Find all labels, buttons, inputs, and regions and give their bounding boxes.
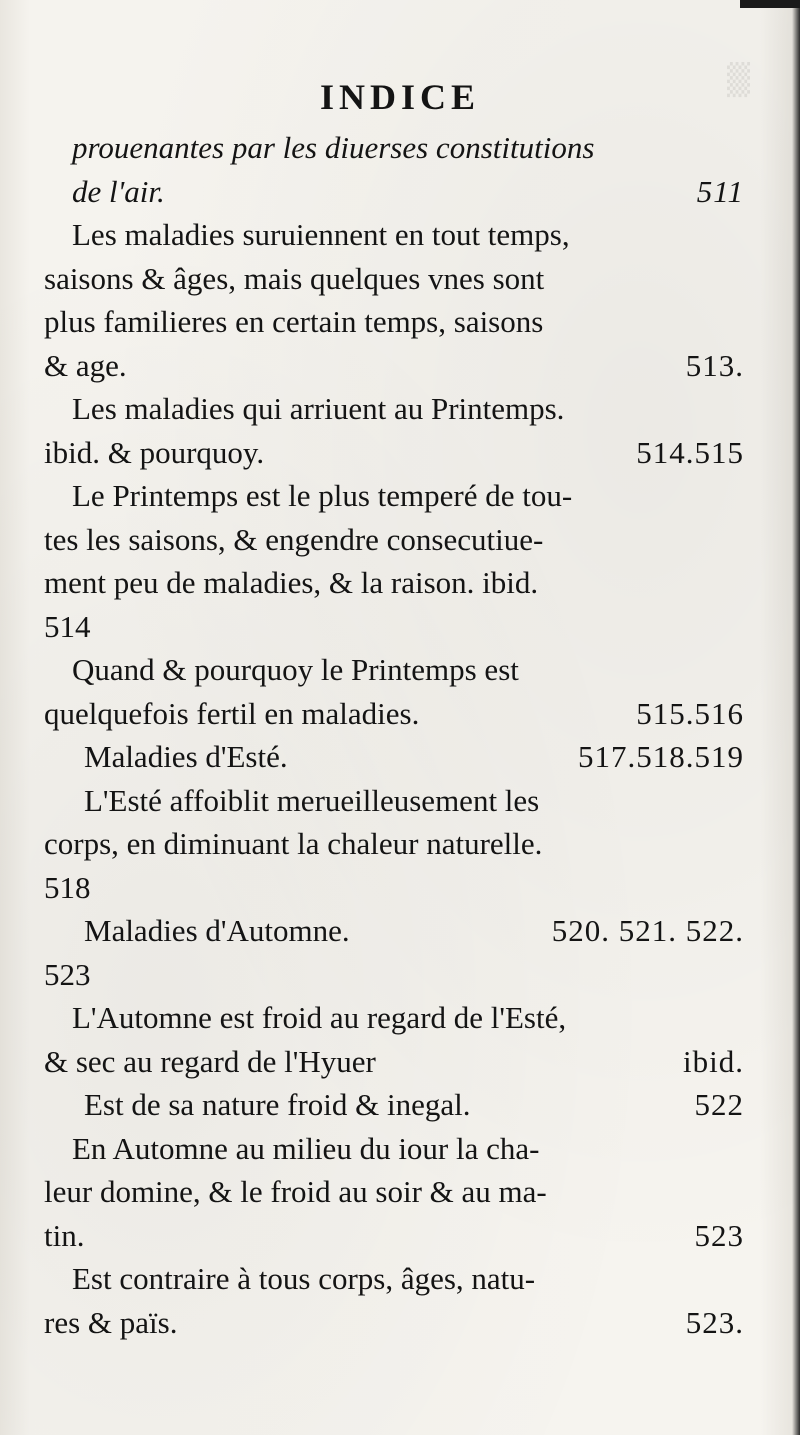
page-reference: 523: [694, 1217, 744, 1253]
index-entry-line: [44, 996, 744, 1040]
index-entry-line: [44, 561, 744, 605]
index-entry-line: [44, 692, 744, 736]
entry-text: Le Printemps est le plus temperé de tou-: [72, 478, 573, 513]
entry-text: 518: [44, 869, 91, 905]
entry-text: ibid. & pourquoy.: [44, 434, 265, 470]
index-entry-line: [44, 1170, 744, 1214]
page-reference: 515.516: [636, 695, 744, 731]
entry-text: & age.: [44, 347, 127, 383]
entry-text: & sec au regard de l'Hyuer: [44, 1043, 376, 1079]
entry-text: plus familieres en certain temps, saisons: [44, 304, 544, 339]
index-entry-line: [44, 170, 744, 214]
page-corner-shadow: [740, 0, 800, 8]
entry-text: Est de sa nature froid & inegal.: [84, 1087, 471, 1122]
entry-text: ment peu de maladies, & la raison. ibid.: [44, 565, 539, 600]
page-header: INDICE: [319, 77, 481, 117]
entry-text: Maladies d'Automne.: [84, 913, 350, 948]
page-reference: 513.: [685, 347, 744, 383]
index-entry-line: [44, 605, 744, 649]
entry-text: 523: [44, 956, 91, 992]
index-entry-line: [44, 648, 744, 692]
index-entry-line: [44, 822, 744, 866]
index-entry-line: [44, 735, 744, 779]
entry-text: Les maladies qui arriuent au Printemps.: [72, 391, 565, 426]
index-entry-line: [44, 518, 744, 562]
index-entry-line: [44, 909, 744, 953]
index-entry-line: [44, 474, 744, 518]
show-through-texture: ▒: [726, 63, 750, 98]
index-entry-line: [44, 344, 744, 388]
page-reference: 511: [696, 173, 744, 209]
index-entry-line: [44, 1083, 744, 1127]
entry-text: 514: [44, 608, 91, 644]
index-entry-line: [44, 1257, 744, 1301]
index-text-block: [44, 126, 744, 1344]
entry-text: Quand & pourquoy le Printemps est: [72, 652, 519, 687]
index-entry-line: [44, 431, 744, 475]
page-reference: 522: [694, 1087, 744, 1122]
entry-text: Les maladies suruiennent en tout temps,: [72, 217, 570, 252]
page-edge-shadow: [792, 0, 800, 1435]
index-entry-line: [44, 1301, 744, 1345]
index-entry-line: [44, 300, 744, 344]
entry-text: prouenantes par les diuerses constitutions: [72, 130, 595, 165]
index-entry-line: [44, 779, 744, 823]
entry-text: leur domine, & le froid au soir & au ma-: [44, 1174, 547, 1209]
entry-text: quelquefois fertil en maladies.: [44, 695, 420, 731]
index-entry-line: [44, 126, 744, 170]
entry-text: saisons & âges, mais quelques vnes sont: [44, 260, 545, 296]
entry-text: Maladies d'Esté.: [84, 739, 288, 774]
index-entry-line: [44, 213, 744, 257]
page-reference: 523.: [685, 1304, 744, 1340]
entry-text: L'Esté affoiblit merueilleusement les: [84, 782, 540, 818]
page-reference: 514.515: [636, 434, 744, 470]
index-entry-line: [44, 866, 744, 910]
page-reference: ibid.: [683, 1043, 744, 1079]
entry-text: tes les saisons, & engendre consecutiue-: [44, 521, 544, 557]
index-entry-line: [44, 387, 744, 431]
entry-text: Est contraire à tous corps, âges, natu-: [72, 1261, 536, 1296]
entry-text: En Automne au milieu du iour la cha-: [72, 1130, 540, 1166]
page-reference: 517.518.519: [578, 739, 744, 774]
entry-text: de l'air.: [72, 173, 165, 209]
index-entry-line: [44, 1214, 744, 1258]
entry-text: res & païs.: [44, 1304, 178, 1340]
index-entry-line: [44, 953, 744, 997]
entry-text: corps, en diminuant la chaleur naturelle.: [44, 826, 543, 861]
index-entry-line: [44, 1040, 744, 1084]
index-entry-line: [44, 257, 744, 301]
entry-text: tin.: [44, 1217, 85, 1253]
index-entry-line: [44, 1127, 744, 1171]
page-reference: 520. 521. 522.: [551, 913, 744, 948]
entry-text: L'Automne est froid au regard de l'Esté,: [72, 1000, 567, 1035]
